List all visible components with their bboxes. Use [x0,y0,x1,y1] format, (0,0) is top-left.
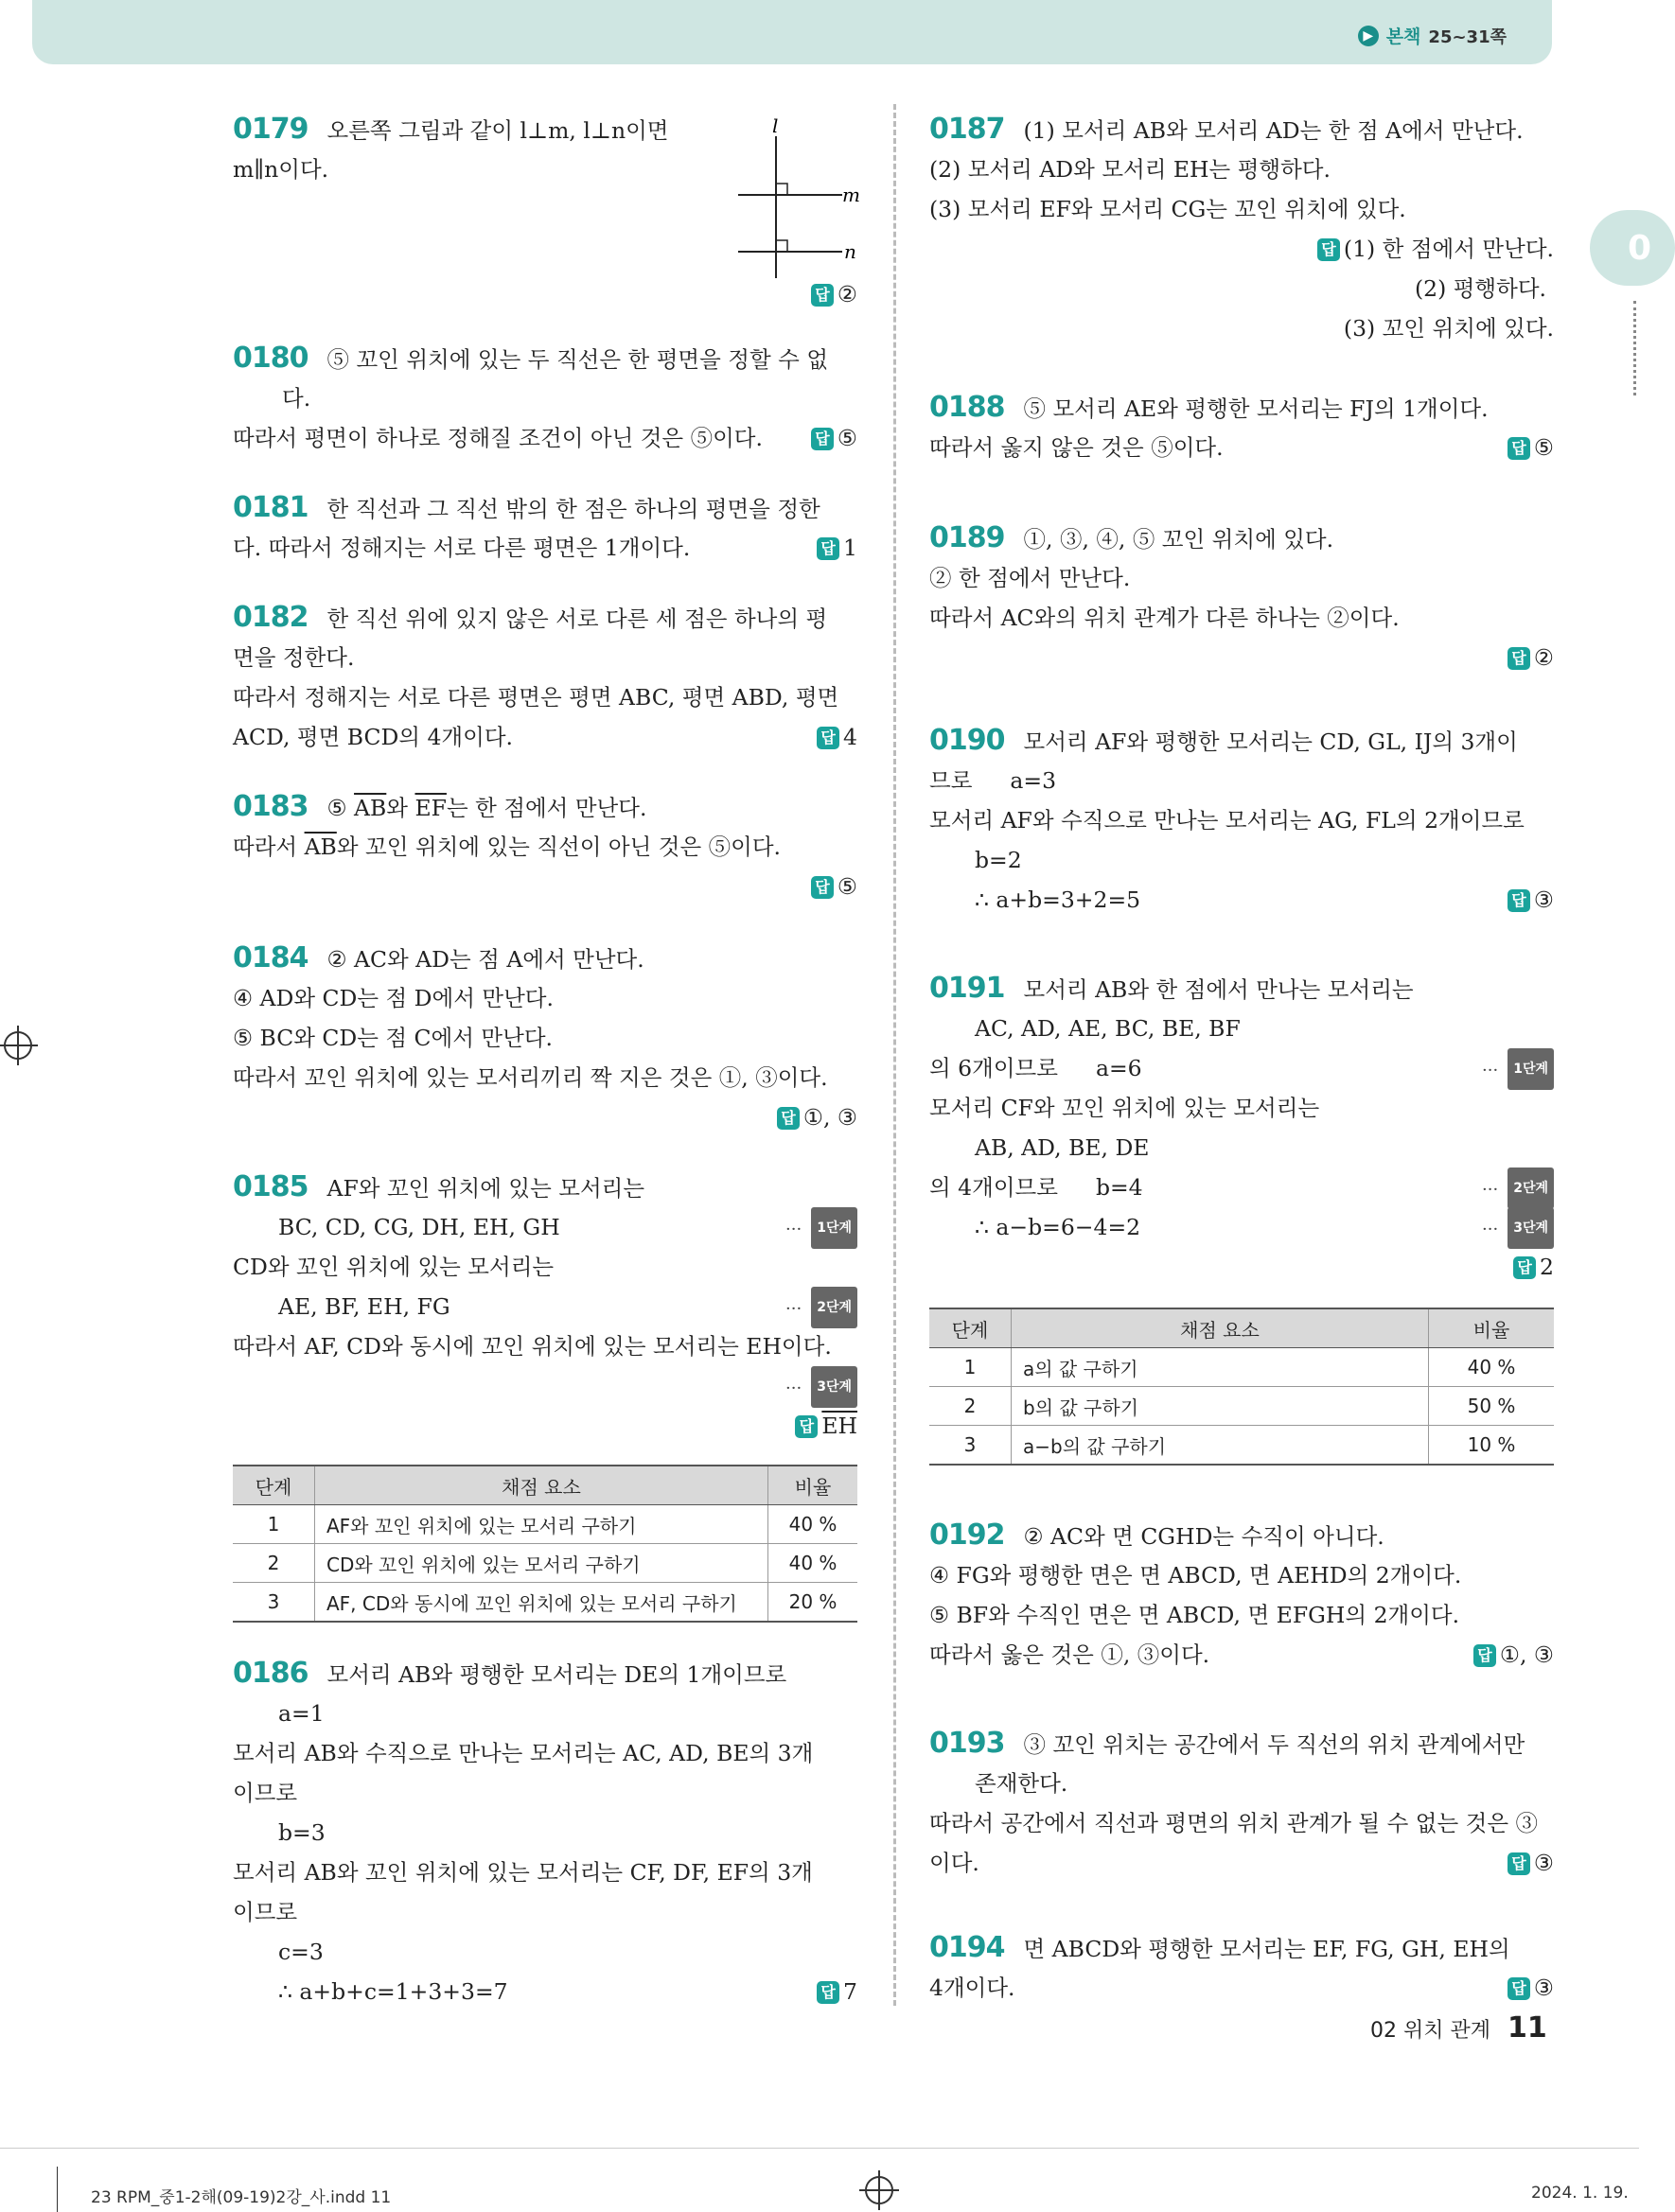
registration-mark-icon [865,2176,893,2204]
answer-icon: 답 [1508,1977,1530,2000]
svg-text:n: n [844,240,856,263]
scoring-table-0191: 단계 채점 요소 비율 1 a의 값 구하기 40 % 2 b의 값 구하기 50 % 3 a−b의 값 구하기 10 % [929,1308,1554,1466]
svg-text:l: l [772,114,779,137]
arrow-right-icon: ▶ [1358,26,1379,46]
problem-0194: 0194 면 ABCD와 평행한 모서리는 EF, FG, GH, EH의 4개이다. 답 ③ [929,1931,1554,2001]
problem-0190: 0190 모서리 AF와 평행한 모서리는 CD, GL, IJ의 3개이 므로 a=3 모서리 AF와 수직으로 만나는 모서리는 AG, FL의 2개이므로 b=2 ∴ a+b=3+2=5 답 ③ [929,724,1554,913]
answer-icon: 답 [1317,238,1340,261]
page-reference: ▶ 본책 25~31쪽 [1358,23,1507,48]
problem-0192: 0192 ② AC와 면 CGHD는 수직이 아니다. ④ FG와 평행한 면은 면 ABCD, 면 AEHD의 2개이다. ⑤ BF와 수직인 면은 면 ABCD, 면 EFGH의 2개이다. 따라서 옳은 것은 ①, ③이다. 답 ①, ③ [929,1519,1554,1668]
crop-mark [57,2167,58,2212]
print-slug-line [0,2148,1639,2149]
problem-0191: 0191 모서리 AB와 한 점에서 만나는 모서리는 AC, AD, AE, BC, BE, BF 의 6개이므로 a=6 ··· 1단계 모서리 CF와 꼬인 위치에 있는 모서리는 AB, AD, BE, DE 의 4개이므로 b=4 ··· 2단계 ∴ a−b=6−4=2 ··· 3단계 답 2 [929,972,1554,1280]
problem-0188: 0188 ⑤ 모서리 AE와 평행한 모서리는 FJ의 1개이다. 따라서 옳지 않은 것은 ⑤이다. 답 ⑤ [929,391,1554,461]
svg-text:m: m [842,184,860,206]
problem-0193: 0193 ③ 꼬인 위치는 공간에서 두 직선의 위치 관계에서만 존재한다. 따라서 공간에서 직선과 평면의 위치 관계가 될 수 없는 것은 ③ 이다. 답 ③ [929,1727,1554,1876]
answer-icon: 답 [817,1981,839,2004]
answer-icon: 답 [777,1107,800,1130]
table-row: 2 b의 값 구하기 50 % [929,1387,1554,1426]
header-band [32,0,1552,64]
table-row: 1 AF와 꼬인 위치에 있는 모서리 구하기 40 % [233,1505,857,1544]
problem-0185: 0185 AF와 꼬인 위치에 있는 모서리는 BC, CD, CG, DH, EH, GH ··· 1단계 CD와 꼬인 위치에 있는 모서리는 AE, BF, EH, FG ··· 2단계 따라서 AF, CD와 동시에 꼬인 위치에 있는 모서리는 EH이다. ··· 3단계 답 $\overline{EH}$ [233,1170,857,1439]
problem-0181: 0181 한 직선과 그 직선 밖의 한 점은 하나의 평면을 정한 다. 따라서 정해지는 서로 다른 평면은 1개이다. 답 1 [233,491,857,561]
problem-0189: 0189 ①, ③, ④, ⑤ 꼬인 위치에 있다. ② 한 점에서 만난다. 따라서 AC와의 위치 관계가 다른 하나는 ②이다. 답 ② [929,521,1554,671]
scoring-table-0185: 단계 채점 요소 비율 1 AF와 꼬인 위치에 있는 모서리 구하기 40 % 2 CD와 꼬인 위치에 있는 모서리 구하기 40 % 3 AF, CD와 동시에 꼬인 위치에 있는 모서리 구하기 20 % [233,1465,857,1623]
answer-icon: 답 [795,1415,818,1438]
perpendicular-lines-figure [721,114,860,280]
answer-icon: 답 [817,537,839,560]
table-row: 2 CD와 꼬인 위치에 있는 모서리 구하기 40 % [233,1544,857,1583]
problem-0179: 0179 오른쪽 그림과 같이 l⊥m, l⊥n이면 m∥n이다. l m n 답 ② [233,113,860,307]
answer-icon: 답 [1473,1644,1496,1667]
problem-0187: 0187 (1) 모서리 AB와 모서리 AD는 한 점 A에서 만난다. (2) 모서리 AD와 모서리 EH는 평행하다. (3) 모서리 EF와 모서리 CG는 꼬인 위치에 있다. 답 (1) 한 점에서 만난다. (2) 평행하다. (3) 꼬인 위치에 있다. [929,113,1554,342]
column-divider [893,104,896,2006]
table-row: 3 a−b의 값 구하기 10 % [929,1426,1554,1466]
page-footer: 02 위치 관계 11 [1370,2011,1547,2045]
table-row: 1 a의 값 구하기 40 % [929,1348,1554,1387]
answer-icon: 답 [1513,1256,1536,1279]
answer-icon: 답 [1508,1852,1530,1875]
problem-0184: 0184 ② AC와 AD는 점 A에서 만난다. ④ AD와 CD는 점 D에서 만난다. ⑤ BC와 CD는 점 C에서 만난다. 따라서 꼬인 위치에 있는 모서리끼리 짝 지은 것은 ①, ③이다. 답 ①, ③ [233,941,857,1131]
answer-icon: 답 [1508,647,1530,670]
answer-icon: 답 [811,428,834,450]
answer-icon: 답 [811,284,834,307]
table-row: 3 AF, CD와 동시에 꼬인 위치에 있는 모서리 구하기 20 % [233,1583,857,1623]
side-dotted-mark [1633,301,1640,395]
chapter-side-tab: 0 [1590,210,1675,286]
registration-mark-icon [4,1031,32,1060]
answer-icon: 답 [1508,889,1530,912]
answer-icon: 답 [811,876,834,899]
problem-0182: 0182 한 직선 위에 있지 않은 서로 다른 세 점은 하나의 평 면을 정한다. 따라서 정해지는 서로 다른 평면은 평면 ABC, 평면 ABD, 평면 ACD, 평면 BCD의 4개이다. 답 4 [233,601,857,750]
problem-0183: 0183 ⑤ $\overline{AB}$와 $\overline{EF}$는 한 점에서 만난다. 따라서 $\overline{AB}$와 꼬인 위치에 있는 직선이 아닌 것은 ⑤이다. 답 ⑤ [233,790,857,900]
answer-icon: 답 [817,727,839,749]
problem-0180: 0180 ⑤ 꼬인 위치에 있는 두 직선은 한 평면을 정할 수 없 다. 따라서 평면이 하나로 정해질 조건이 아닌 것은 ⑤이다. 답 ⑤ [233,342,857,451]
answer-icon: 답 [1508,437,1530,460]
problem-0186: 0186 모서리 AB와 평행한 모서리는 DE의 1개이므로 a=1 모서리 AB와 수직으로 만나는 모서리는 AC, AD, BE의 3개 이므로 b=3 모서리 AB와 꼬인 위치에 있는 모서리는 CF, DF, EF의 3개 이므로 c=3 ∴ a+b+c=1+3+3=7 답 7 [233,1657,857,2005]
